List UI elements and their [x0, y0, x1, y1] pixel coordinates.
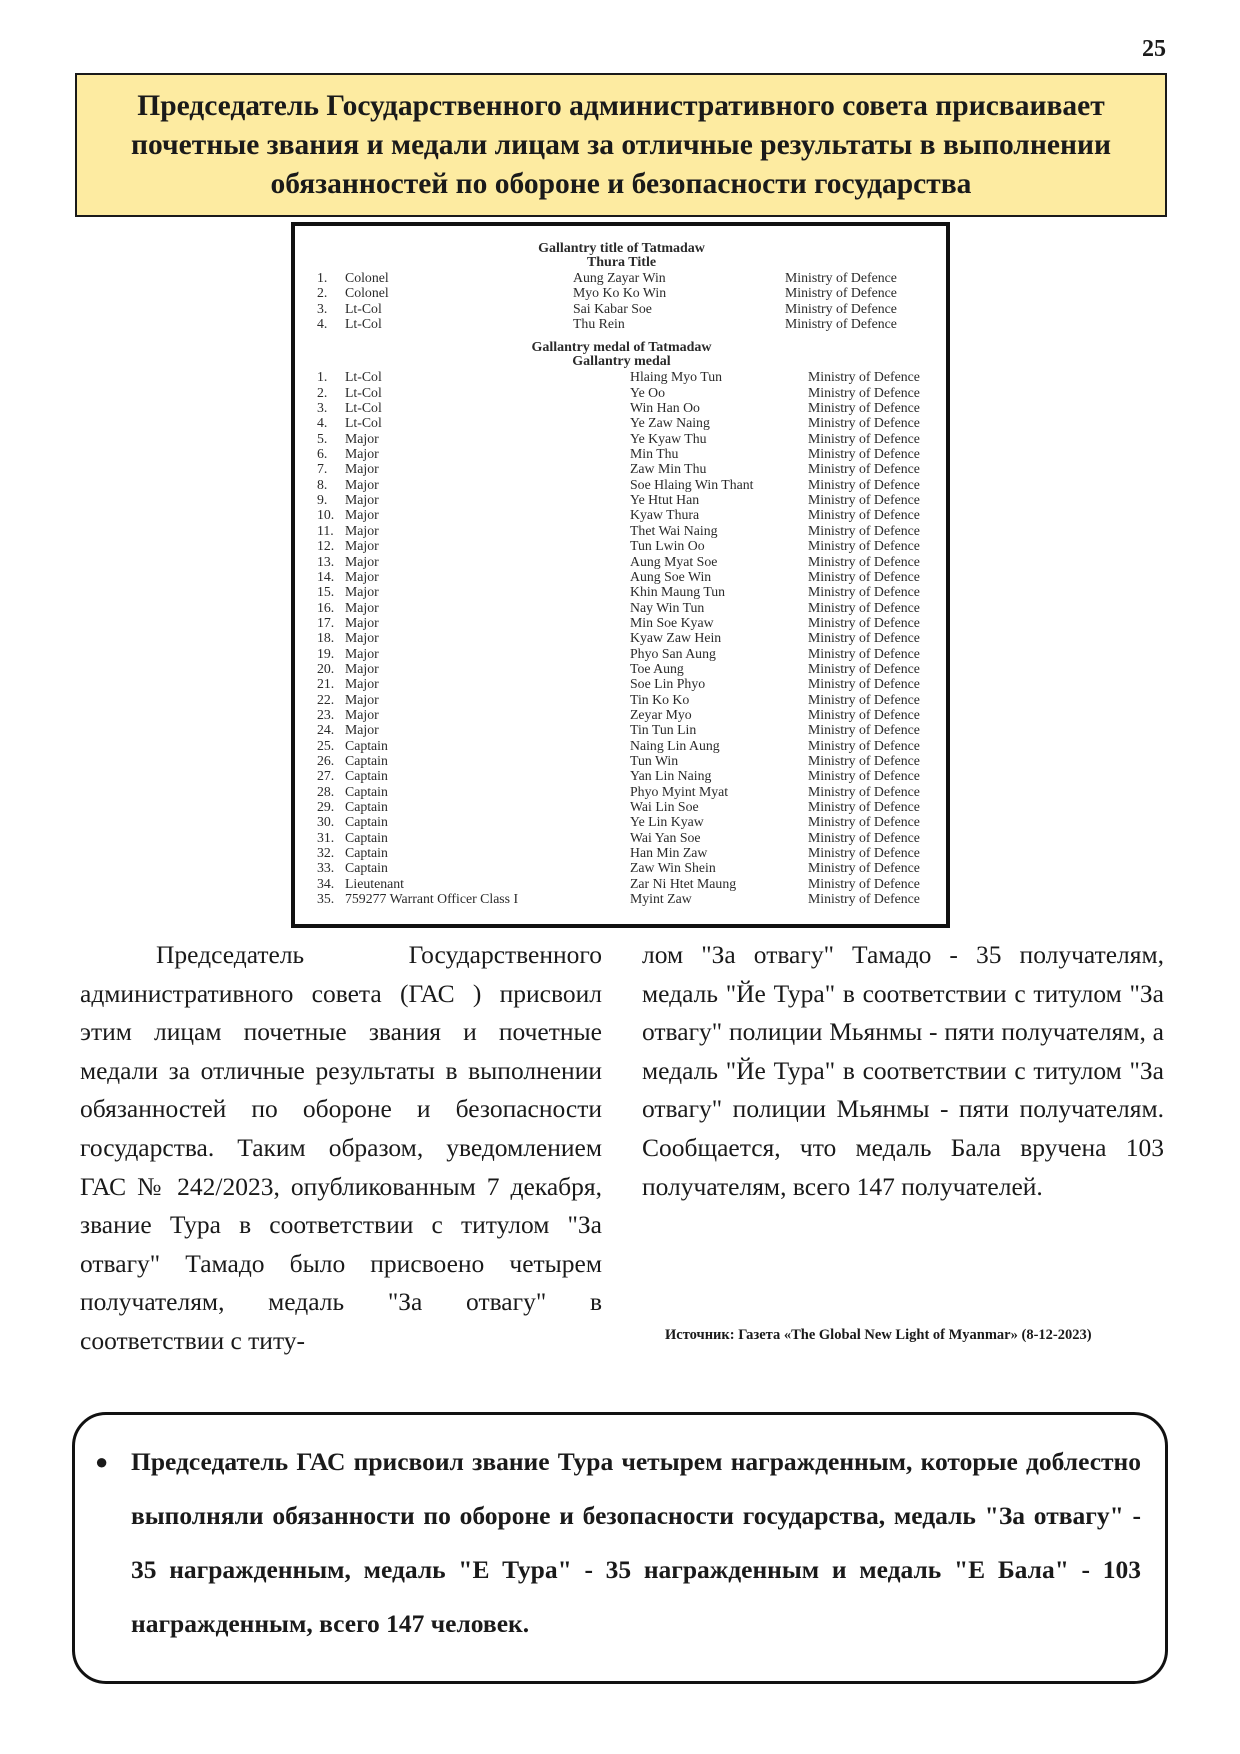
- row-ministry: Ministry of Defence: [808, 814, 920, 830]
- row-number: 5.: [317, 430, 328, 446]
- row-number: 32.: [317, 845, 335, 861]
- row-number: 8.: [317, 476, 328, 492]
- row-rank: Lt-Col: [345, 369, 382, 385]
- row-name: Soe Lin Phyo: [630, 676, 706, 692]
- row-number: 11.: [317, 522, 334, 538]
- row-rank: Major: [345, 430, 379, 446]
- row-number: 35.: [317, 891, 335, 907]
- row-number: 26.: [317, 752, 335, 768]
- row-rank: 759277 Warrant Officer Class I: [345, 891, 519, 907]
- row-rank: Captain: [345, 860, 388, 876]
- row-name: Myo Ko Ko Win: [573, 285, 667, 301]
- row-number: 2.: [317, 384, 328, 400]
- row-rank: Lt-Col: [345, 400, 382, 416]
- row-name: Myint Zaw: [630, 891, 692, 907]
- row-number: 34.: [317, 875, 335, 891]
- list-row: [317, 569, 926, 584]
- row-rank: Lieutenant: [345, 875, 404, 891]
- list-row: [317, 492, 926, 507]
- list-row: [317, 615, 926, 630]
- row-rank: Colonel: [345, 270, 389, 285]
- row-number: 25.: [317, 737, 335, 753]
- row-name: Thet Wai Naing: [630, 522, 718, 538]
- list-row: [317, 876, 926, 891]
- row-rank: Major: [345, 645, 379, 661]
- row-number: 33.: [317, 860, 335, 876]
- list-row: [317, 461, 926, 476]
- row-number: 24.: [317, 722, 335, 738]
- row-name: Naing Lin Aung: [630, 737, 720, 753]
- row-rank: Major: [345, 691, 379, 707]
- row-number: 19.: [317, 645, 335, 661]
- row-ministry: Ministry of Defence: [808, 660, 920, 676]
- row-rank: Lt-Col: [345, 316, 382, 332]
- row-ministry: Ministry of Defence: [808, 584, 920, 600]
- list-row: [317, 446, 926, 461]
- row-rank: Captain: [345, 783, 388, 799]
- row-ministry: Ministry of Defence: [785, 285, 897, 301]
- list-row: [317, 707, 926, 722]
- row-rank: Major: [345, 553, 379, 569]
- list-row: [317, 477, 926, 492]
- clip-subheading-title: Thura Title: [586, 255, 657, 270]
- source-note: Источник: Газета «The Global New Light of Myanmar» (8-12-2023): [665, 1327, 1092, 1343]
- row-rank: Major: [345, 522, 379, 538]
- row-number: 30.: [317, 814, 335, 830]
- row-rank: Captain: [345, 737, 388, 753]
- row-number: 6.: [317, 446, 328, 462]
- row-rank: Lt-Col: [345, 384, 382, 400]
- gallantry-medal-list: [317, 369, 926, 906]
- row-number: 4.: [317, 415, 328, 431]
- row-name: Zaw Win Shein: [630, 860, 716, 876]
- row-ministry: Ministry of Defence: [808, 829, 920, 845]
- list-row: [317, 814, 926, 829]
- row-name: Yan Lin Naing: [630, 768, 712, 784]
- row-rank: Captain: [345, 752, 388, 768]
- row-number: 10.: [317, 507, 335, 523]
- row-number: 27.: [317, 768, 335, 784]
- row-rank: Lt-Col: [345, 300, 382, 316]
- row-name: Wai Yan Soe: [630, 829, 701, 845]
- row-name: Soe Hlaing Win Thant: [630, 476, 754, 492]
- row-name: Phyo San Aung: [630, 645, 716, 661]
- list-row: [317, 845, 926, 860]
- row-name: Wai Lin Soe: [630, 799, 699, 814]
- title-banner: [75, 73, 1167, 217]
- row-name: Hlaing Myo Tun: [630, 369, 723, 385]
- page-title: Председатель Государственного административного совета присваивает почетные звания и медали лицам за отличные результаты в выполнении обязанностей по обороне и безопасности государства: [131, 89, 1111, 200]
- list-row: [317, 646, 926, 661]
- row-rank: Lt-Col: [345, 415, 382, 431]
- row-ministry: Ministry of Defence: [808, 384, 920, 400]
- row-number: 12.: [317, 538, 335, 554]
- row-number: 23.: [317, 706, 335, 722]
- row-ministry: Ministry of Defence: [808, 860, 920, 876]
- row-rank: Major: [345, 722, 379, 738]
- row-name: Aung Zayar Win: [573, 270, 666, 285]
- article-column-left: [80, 936, 602, 1361]
- row-number: 3.: [317, 300, 328, 316]
- row-ministry: Ministry of Defence: [785, 300, 897, 316]
- row-rank: Major: [345, 446, 379, 462]
- row-number: 2.: [317, 285, 328, 301]
- list-row: [317, 285, 926, 300]
- list-row: [317, 584, 926, 599]
- list-row: [317, 860, 926, 875]
- row-ministry: Ministry of Defence: [808, 891, 920, 907]
- list-row: [317, 369, 926, 384]
- summary-bullet-item: [95, 1435, 1141, 1651]
- list-row: [317, 784, 926, 799]
- thura-title-list: [317, 270, 926, 331]
- row-rank: Major: [345, 660, 379, 676]
- row-number: 28.: [317, 783, 335, 799]
- row-rank: Major: [345, 614, 379, 630]
- row-rank: Captain: [345, 829, 388, 845]
- list-row: [317, 600, 926, 615]
- row-ministry: Ministry of Defence: [808, 645, 920, 661]
- row-ministry: Ministry of Defence: [808, 430, 920, 446]
- row-number: 31.: [317, 829, 335, 845]
- row-ministry: Ministry of Defence: [808, 369, 920, 385]
- row-ministry: Ministry of Defence: [808, 599, 920, 615]
- row-number: 1.: [317, 270, 328, 285]
- row-name: Zaw Min Thu: [630, 461, 707, 477]
- row-name: Tun Win: [630, 752, 679, 768]
- row-number: 20.: [317, 660, 335, 676]
- row-ministry: Ministry of Defence: [808, 722, 920, 738]
- row-name: Aung Myat Soe: [630, 553, 718, 569]
- row-name: Tin Tun Lin: [630, 722, 697, 738]
- row-number: 4.: [317, 316, 328, 332]
- row-ministry: Ministry of Defence: [808, 752, 920, 768]
- row-ministry: Ministry of Defence: [808, 461, 920, 477]
- row-name: Ye Lin Kyaw: [630, 814, 704, 830]
- row-name: Zeyar Myo: [630, 706, 692, 722]
- row-name: Khin Maung Tun: [630, 584, 726, 600]
- clip-subheading-medal: Gallantry medal: [572, 354, 671, 370]
- summary-box: [72, 1412, 1168, 1684]
- list-row: [317, 722, 926, 737]
- row-name: Ye Oo: [630, 384, 666, 400]
- row-ministry: Ministry of Defence: [808, 568, 920, 584]
- row-number: 1.: [317, 369, 328, 385]
- row-rank: Major: [345, 476, 379, 492]
- row-name: Toe Aung: [630, 660, 684, 676]
- row-number: 9.: [317, 492, 328, 508]
- list-row: [317, 630, 926, 645]
- row-rank: Major: [345, 568, 379, 584]
- list-row: [317, 676, 926, 691]
- row-ministry: Ministry of Defence: [808, 522, 920, 538]
- list-row: [317, 431, 926, 446]
- list-row: [317, 661, 926, 676]
- row-name: Win Han Oo: [630, 400, 700, 416]
- row-rank: Major: [345, 538, 379, 554]
- row-name: Phyo Myint Myat: [630, 783, 729, 799]
- row-rank: Captain: [345, 845, 388, 861]
- row-rank: Major: [345, 584, 379, 600]
- list-row: [317, 753, 926, 768]
- row-number: 22.: [317, 691, 335, 707]
- article-column-right: [642, 936, 1164, 1206]
- list-row: [317, 400, 926, 415]
- row-ministry: Ministry of Defence: [808, 676, 920, 692]
- row-ministry: Ministry of Defence: [808, 538, 920, 554]
- summary-text: Председатель ГАС присвоил звание Тура четырем награжденным, которые доблестно выполняли обязанности по обороне и безопасности государства, медаль "За отвагу" - 35 награжденным, медаль "Е Тура" - 35 награжденным и медаль "Е Бала" - 103 награжденным, всего 147 человек.: [131, 1447, 1141, 1638]
- list-row: [317, 415, 926, 430]
- row-rank: Major: [345, 507, 379, 523]
- row-ministry: Ministry of Defence: [808, 799, 920, 814]
- list-row: [317, 301, 926, 316]
- row-rank: Major: [345, 706, 379, 722]
- row-name: Zar Ni Htet Maung: [630, 875, 737, 891]
- row-ministry: Ministry of Defence: [808, 783, 920, 799]
- row-rank: Major: [345, 630, 379, 646]
- list-row: [317, 830, 926, 845]
- row-ministry: Ministry of Defence: [808, 415, 920, 431]
- row-name: Tun Lwin Oo: [630, 538, 705, 554]
- row-name: Ye Kyaw Thu: [630, 430, 707, 446]
- row-ministry: Ministry of Defence: [808, 614, 920, 630]
- list-row: [317, 799, 926, 814]
- clip-heading-medal: Gallantry medal of Tatmadaw: [531, 340, 712, 356]
- row-ministry: Ministry of Defence: [808, 446, 920, 462]
- row-ministry: Ministry of Defence: [808, 706, 920, 722]
- list-row: [317, 270, 926, 285]
- page-number: 25: [1142, 36, 1166, 62]
- list-row: [317, 738, 926, 753]
- row-ministry: Ministry of Defence: [808, 492, 920, 508]
- row-name: Thu Rein: [573, 316, 625, 332]
- row-ministry: Ministry of Defence: [808, 875, 920, 891]
- row-name: Sai Kabar Soe: [573, 300, 652, 316]
- row-number: 15.: [317, 584, 335, 600]
- row-rank: Captain: [345, 768, 388, 784]
- row-ministry: Ministry of Defence: [808, 476, 920, 492]
- row-number: 18.: [317, 630, 335, 646]
- row-number: 3.: [317, 400, 328, 416]
- row-name: Min Soe Kyaw: [630, 614, 714, 630]
- row-number: 14.: [317, 568, 335, 584]
- row-ministry: Ministry of Defence: [808, 507, 920, 523]
- row-ministry: Ministry of Defence: [808, 768, 920, 784]
- row-ministry: Ministry of Defence: [808, 400, 920, 416]
- clip-heading-title: Gallantry title of Tatmadaw: [538, 241, 705, 256]
- row-name: Ye Htut Han: [630, 492, 700, 508]
- row-rank: Captain: [345, 799, 388, 814]
- row-rank: Major: [345, 599, 379, 615]
- list-row: [317, 554, 926, 569]
- list-row: [317, 523, 926, 538]
- list-row: [317, 507, 926, 522]
- list-row: [317, 768, 926, 783]
- row-rank: Major: [345, 676, 379, 692]
- list-row: [317, 538, 926, 553]
- row-rank: Colonel: [345, 285, 389, 301]
- row-number: 7.: [317, 461, 328, 477]
- newspaper-clipping: [291, 222, 950, 928]
- row-name: Kyaw Thura: [630, 507, 700, 523]
- row-number: 13.: [317, 553, 335, 569]
- row-name: Kyaw Zaw Hein: [630, 630, 722, 646]
- row-name: Han Min Zaw: [630, 845, 708, 861]
- list-row: [317, 385, 926, 400]
- row-number: 16.: [317, 599, 335, 615]
- article-paragraph-right: лом "За отвагу" Тамадо - 35 получателям, медаль "Йе Тура" в соответствии с титулом "За отвагу" полиции Мьянмы - пяти получателям, а медаль "Йе Тура" в соответствии с титулом "За отвагу" полиции Мьянмы - пяти получателям. Сообщается, что медаль Бала вручена 103 получателям, всего 147 получателей.: [642, 940, 1164, 1201]
- row-name: Nay Win Tun: [630, 599, 705, 615]
- row-ministry: Ministry of Defence: [785, 270, 897, 285]
- row-ministry: Ministry of Defence: [808, 845, 920, 861]
- row-name: Tin Ko Ko: [630, 691, 690, 707]
- row-ministry: Ministry of Defence: [808, 630, 920, 646]
- row-number: 29.: [317, 799, 335, 814]
- row-name: Min Thu: [630, 446, 679, 462]
- list-row: [317, 692, 926, 707]
- row-ministry: Ministry of Defence: [808, 737, 920, 753]
- bullet-icon: ●: [95, 1449, 109, 1474]
- row-number: 17.: [317, 614, 335, 630]
- row-rank: Captain: [345, 814, 388, 830]
- row-rank: Major: [345, 492, 379, 508]
- row-number: 21.: [317, 676, 335, 692]
- row-name: Ye Zaw Naing: [630, 415, 710, 431]
- row-rank: Major: [345, 461, 379, 477]
- list-row: [317, 891, 926, 906]
- row-ministry: Ministry of Defence: [785, 316, 897, 332]
- row-ministry: Ministry of Defence: [808, 691, 920, 707]
- list-row: [317, 316, 926, 331]
- row-ministry: Ministry of Defence: [808, 553, 920, 569]
- row-name: Aung Soe Win: [630, 568, 712, 584]
- article-paragraph-left: Председатель Государственного административного совета (ГАС ) присвоил этим лицам почетные звания и почетные медали за отличные результаты в выполнении обязанностей по обороне и безопасности государства. Таким образом, уведомлением ГАС № 242/2023, опубликованным 7 декабря, звание Тура в соответствии с титулом "За отвагу" Тамадо было присвоено четырем получателям, медаль "За отвагу" в соответствии с титу-: [80, 940, 602, 1355]
